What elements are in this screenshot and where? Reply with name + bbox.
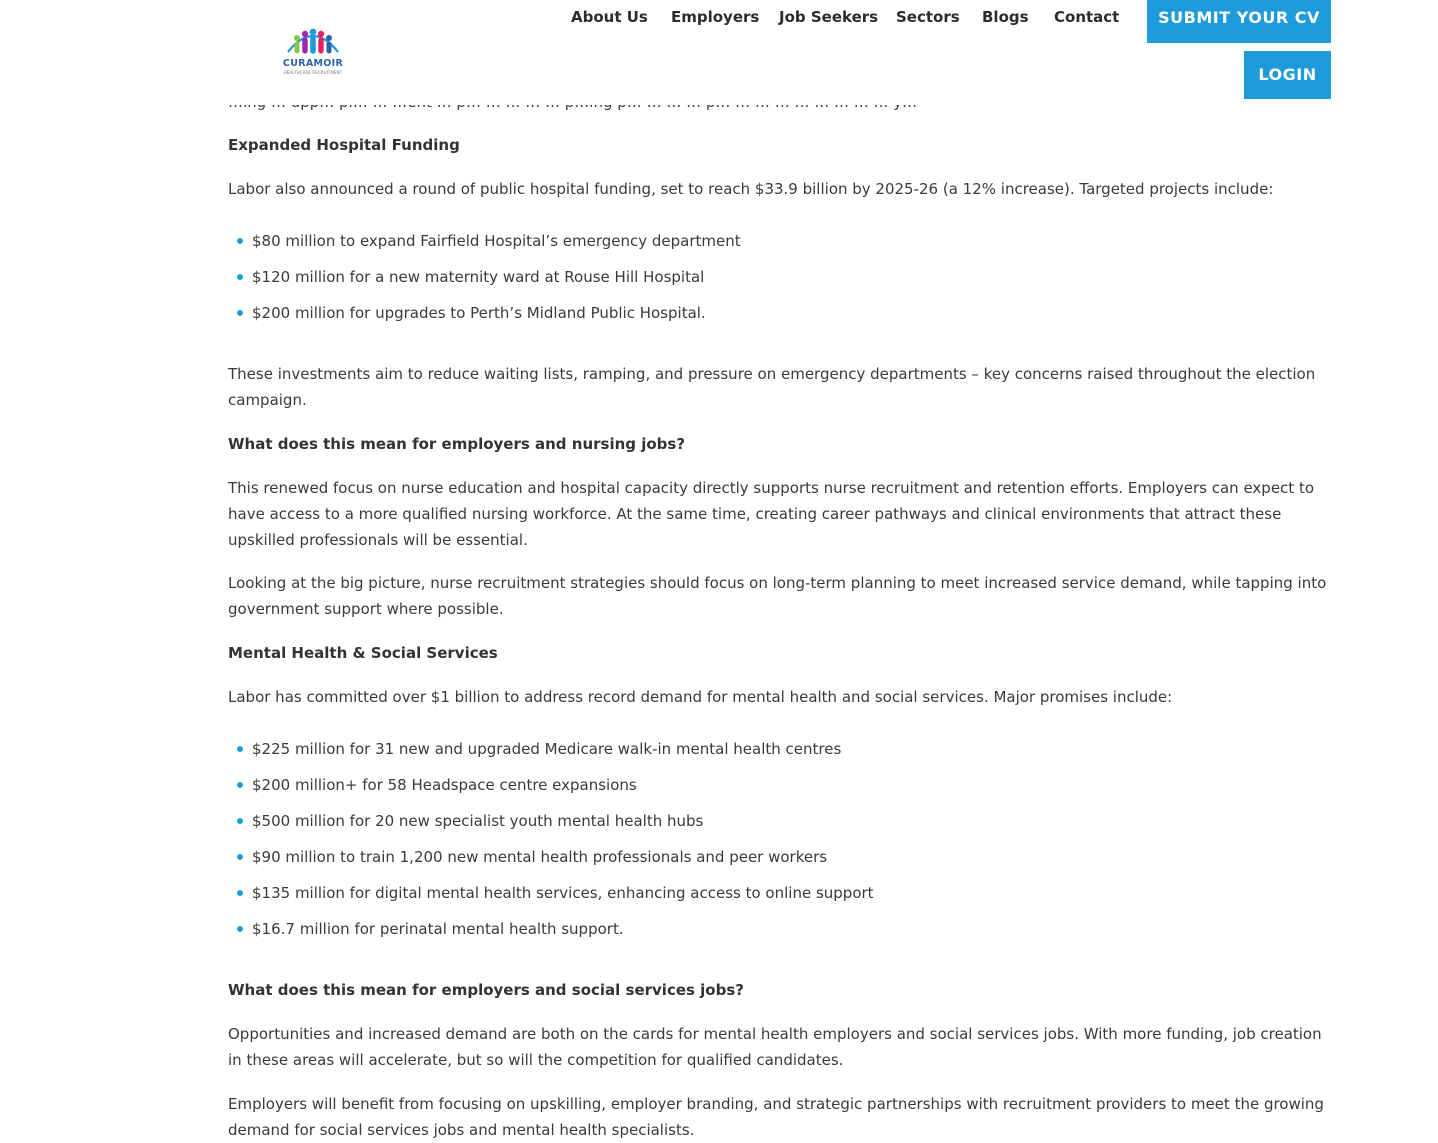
logo-tagline: HEALTHCARE RECRUITMENT: [283, 70, 343, 75]
nav-item-sectors[interactable]: Sectors: [896, 8, 960, 26]
bullet-icon: [237, 746, 243, 752]
list-item: [228, 300, 1332, 336]
mental-intro: Labor has committed over $1 billion to address record demand for mental health and social services. Major promises include:: [228, 688, 1173, 706]
list-item-text: $200 million+ for 58 Headspace centre expansions: [252, 776, 637, 794]
bullet-icon: [237, 890, 243, 896]
list-item-text: $500 million for 20 new specialist youth mental health hubs: [252, 812, 704, 830]
list-item: [228, 264, 1332, 300]
list-item: [228, 772, 1332, 808]
social-paragraph-2: Employers will benefit from focusing on upskilling, employer branding, and strategic partnerships with recruitment providers to meet the growing demand for social services jobs and mental health specialists.: [228, 1095, 1324, 1139]
hospital-list: [228, 228, 1332, 336]
hospital-outro: These investments aim to reduce waiting lists, ramping, and pressure on emergency departments – key concerns raised throughout the election campaign.: [228, 365, 1316, 409]
logo-figures-icon: [282, 22, 344, 62]
list-item-text: $16.7 million for perinatal mental health support.: [252, 920, 624, 938]
list-item: [228, 880, 1332, 916]
bullet-icon: [237, 238, 243, 244]
nursing-paragraph-2: Looking at the big picture, nurse recruitment strategies should focus on long-term planning to meet increased service demand, while tapping into government support where possible.: [228, 574, 1327, 618]
list-item-text: $120 million for a new maternity ward at Rouse Hill Hospital: [252, 268, 705, 286]
hospital-intro: Labor also announced a round of public hospital funding, set to reach $33.9 billion by 2025-26 (a 12% increase). Targeted projects include:: [228, 180, 1274, 198]
nav-item-job-seekers[interactable]: Job Seekers: [779, 8, 879, 26]
curamoir-logo[interactable]: [282, 22, 344, 78]
list-item: [228, 844, 1332, 880]
heading-mental-health: Mental Health & Social Services: [228, 644, 498, 662]
list-item-text: $135 million for digital mental health services, enhancing access to online support: [252, 884, 874, 902]
site-header: [0, 0, 1438, 105]
mental-health-list: [228, 736, 1332, 952]
heading-nursing-jobs: What does this mean for employers and nursing jobs?: [228, 435, 686, 453]
heading-hospital-funding: Expanded Hospital Funding: [228, 136, 460, 154]
list-item-text: $225 million for 31 new and upgraded Medicare walk-in mental health centres: [252, 740, 842, 758]
nav-item-contact[interactable]: Contact: [1054, 8, 1120, 26]
social-paragraph-1: Opportunities and increased demand are both on the cards for mental health employers and social services jobs. With more funding, job creation in these areas will accelerate, but so will the competition for qualified candidates.: [228, 1025, 1322, 1069]
nav-item-blogs[interactable]: Blogs: [982, 8, 1029, 26]
list-item: [228, 736, 1332, 772]
bullet-icon: [237, 854, 243, 860]
list-item: [228, 228, 1332, 264]
nav-item-employers[interactable]: Employers: [671, 8, 760, 26]
logo-name: CURAMOIR: [282, 58, 344, 69]
bullet-icon: [237, 782, 243, 788]
list-item: [228, 916, 1332, 952]
list-item-text: $80 million to expand Fairfield Hospital’s emergency department: [252, 232, 741, 250]
nav-item-about-us[interactable]: About Us: [571, 8, 648, 26]
bullet-icon: [237, 926, 243, 932]
bullet-icon: [237, 310, 243, 316]
heading-social-services-jobs: What does this mean for employers and social services jobs?: [228, 981, 744, 999]
bullet-icon: [237, 818, 243, 824]
bullet-icon: [237, 274, 243, 280]
nursing-paragraph-1: This renewed focus on nurse education and hospital capacity directly supports nurse recruitment and retention efforts. Employers can expect to have access to a more qualified nursing workforce. At the same time, creating career pathways and clinical environments that attract these upskilled professionals will be essential.: [228, 479, 1314, 549]
login-button[interactable]: LOGIN: [1244, 51, 1331, 99]
submit-cv-button[interactable]: SUBMIT YOUR CV: [1147, 0, 1331, 43]
list-item: [228, 808, 1332, 844]
list-item-text: $200 million for upgrades to Perth’s Midland Public Hospital.: [252, 304, 706, 322]
list-item-text: $90 million to train 1,200 new mental health professionals and peer workers: [252, 848, 828, 866]
